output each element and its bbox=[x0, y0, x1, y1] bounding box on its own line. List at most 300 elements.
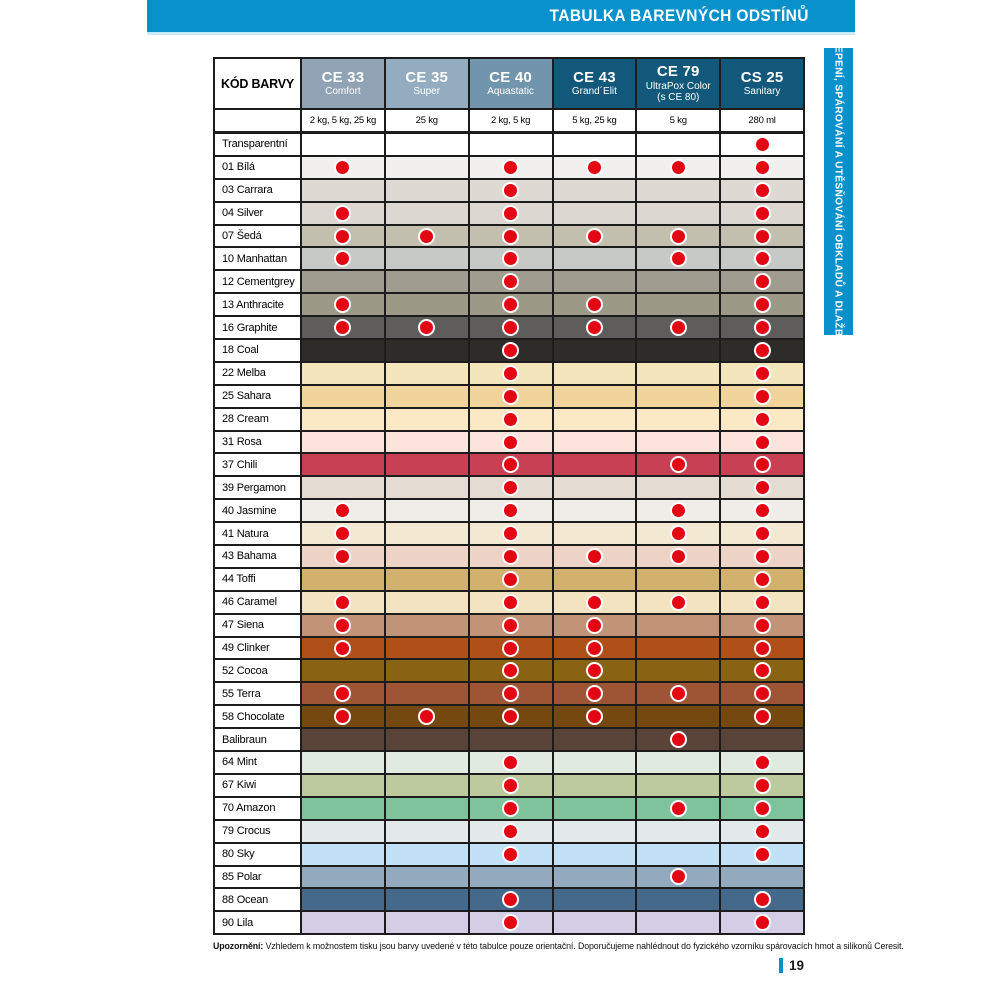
availability-dot bbox=[502, 319, 519, 336]
color-swatch-cell bbox=[554, 729, 638, 752]
color-swatch-cell bbox=[637, 203, 721, 226]
color-swatch-cell bbox=[554, 294, 638, 317]
color-swatch-cell bbox=[721, 683, 805, 706]
color-swatch-cell bbox=[302, 317, 386, 340]
color-label: 03 Carrara bbox=[215, 180, 302, 203]
table-row bbox=[215, 226, 805, 249]
availability-dot bbox=[754, 640, 771, 657]
color-swatch-cell bbox=[470, 569, 554, 592]
color-swatch-cell bbox=[470, 500, 554, 523]
color-swatch-cell bbox=[470, 409, 554, 432]
color-swatch-cell bbox=[470, 157, 554, 180]
color-swatch-cell bbox=[386, 477, 470, 500]
table-body bbox=[215, 134, 805, 935]
availability-dot bbox=[586, 548, 603, 565]
color-label: 39 Pergamon bbox=[215, 477, 302, 500]
table-row bbox=[215, 363, 805, 386]
color-swatch-cell bbox=[637, 729, 721, 752]
color-swatch-cell bbox=[386, 248, 470, 271]
color-swatch-cell bbox=[721, 157, 805, 180]
color-swatch-cell bbox=[554, 271, 638, 294]
color-swatch-cell bbox=[554, 523, 638, 546]
color-swatch-cell bbox=[302, 706, 386, 729]
color-label: 10 Manhattan bbox=[215, 248, 302, 271]
color-swatch-cell bbox=[721, 363, 805, 386]
availability-dot bbox=[754, 136, 771, 153]
color-swatch-cell bbox=[637, 592, 721, 615]
color-swatch-cell bbox=[721, 592, 805, 615]
color-swatch-cell bbox=[386, 432, 470, 455]
color-swatch-cell bbox=[721, 546, 805, 569]
color-swatch-cell bbox=[554, 157, 638, 180]
color-swatch-cell bbox=[554, 546, 638, 569]
availability-dot bbox=[670, 548, 687, 565]
availability-dot bbox=[586, 708, 603, 725]
availability-dot bbox=[502, 548, 519, 565]
availability-dot bbox=[670, 502, 687, 519]
color-swatch-cell bbox=[637, 798, 721, 821]
color-swatch-cell bbox=[554, 363, 638, 386]
color-swatch-cell bbox=[470, 523, 554, 546]
color-swatch-cell bbox=[386, 638, 470, 661]
page-number: 19 bbox=[789, 958, 805, 973]
package-sizes: 2 kg, 5 kg bbox=[470, 110, 554, 134]
table-row bbox=[215, 340, 805, 363]
color-swatch-cell bbox=[637, 615, 721, 638]
table-row bbox=[215, 203, 805, 226]
availability-dot bbox=[502, 640, 519, 657]
color-label: 41 Natura bbox=[215, 523, 302, 546]
product-header-ce-33 bbox=[302, 59, 386, 110]
color-swatch-cell bbox=[470, 271, 554, 294]
table-row bbox=[215, 592, 805, 615]
color-swatch-cell bbox=[302, 660, 386, 683]
table-row bbox=[215, 798, 805, 821]
color-swatch-cell bbox=[637, 706, 721, 729]
color-swatch-cell bbox=[554, 752, 638, 775]
color-swatch-cell bbox=[637, 867, 721, 890]
color-swatch-cell bbox=[721, 775, 805, 798]
color-swatch-cell bbox=[386, 912, 470, 935]
availability-dot bbox=[334, 594, 351, 611]
availability-dot bbox=[502, 754, 519, 771]
code-column-header: KÓD BARVY bbox=[215, 59, 302, 110]
availability-dot bbox=[754, 250, 771, 267]
availability-dot bbox=[502, 685, 519, 702]
table-row bbox=[215, 454, 805, 477]
color-swatch-cell bbox=[554, 889, 638, 912]
color-swatch-cell bbox=[386, 821, 470, 844]
table-row bbox=[215, 638, 805, 661]
availability-dot bbox=[502, 891, 519, 908]
color-swatch-cell bbox=[470, 546, 554, 569]
color-swatch-cell bbox=[721, 638, 805, 661]
availability-dot bbox=[502, 800, 519, 817]
color-swatch-cell bbox=[721, 317, 805, 340]
color-swatch-cell bbox=[386, 683, 470, 706]
availability-dot bbox=[670, 159, 687, 176]
availability-dot bbox=[502, 273, 519, 290]
color-swatch-cell bbox=[302, 592, 386, 615]
availability-dot bbox=[502, 205, 519, 222]
color-swatch-cell bbox=[554, 844, 638, 867]
color-swatch-cell bbox=[302, 409, 386, 432]
availability-dot bbox=[502, 571, 519, 588]
table-row bbox=[215, 500, 805, 523]
color-swatch-cell bbox=[302, 271, 386, 294]
color-swatch-cell bbox=[721, 454, 805, 477]
color-swatch-cell bbox=[470, 203, 554, 226]
availability-dot bbox=[670, 868, 687, 885]
page-number-accent-bar bbox=[779, 958, 783, 973]
availability-dot bbox=[502, 365, 519, 382]
availability-dot bbox=[754, 273, 771, 290]
color-label: 90 Lila bbox=[215, 912, 302, 935]
availability-dot bbox=[754, 914, 771, 931]
color-swatch-cell bbox=[554, 248, 638, 271]
color-swatch-cell bbox=[554, 569, 638, 592]
color-label: 22 Melba bbox=[215, 363, 302, 386]
availability-dot bbox=[754, 296, 771, 313]
product-name: Comfort bbox=[325, 86, 361, 98]
table-row bbox=[215, 569, 805, 592]
product-header-ce-43 bbox=[554, 59, 638, 110]
color-swatch-cell bbox=[470, 660, 554, 683]
color-swatch-cell bbox=[302, 454, 386, 477]
availability-dot bbox=[754, 182, 771, 199]
color-swatch-cell bbox=[554, 317, 638, 340]
chapter-side-tab-label: LEPENÍ, SPÁROVÁNÍ A UTĚSŇOVÁNÍ OBKLADŮ A DLAŽBY bbox=[832, 39, 845, 344]
table-header-row bbox=[215, 59, 805, 110]
availability-dot bbox=[670, 685, 687, 702]
availability-dot bbox=[334, 228, 351, 245]
color-swatch-cell bbox=[637, 386, 721, 409]
table-row bbox=[215, 844, 805, 867]
availability-dot bbox=[754, 502, 771, 519]
color-swatch-cell bbox=[302, 775, 386, 798]
page-header-bar bbox=[147, 0, 855, 35]
availability-dot bbox=[754, 685, 771, 702]
availability-dot bbox=[334, 502, 351, 519]
table-row bbox=[215, 889, 805, 912]
color-swatch-cell bbox=[386, 775, 470, 798]
color-swatch-cell bbox=[637, 363, 721, 386]
availability-dot bbox=[754, 548, 771, 565]
color-swatch-cell bbox=[554, 500, 638, 523]
color-swatch-cell bbox=[721, 798, 805, 821]
availability-dot bbox=[754, 525, 771, 542]
color-swatch-cell bbox=[470, 386, 554, 409]
color-swatch-cell bbox=[470, 844, 554, 867]
color-swatch-cell bbox=[470, 294, 554, 317]
availability-dot bbox=[502, 777, 519, 794]
color-label: Transparentní bbox=[215, 134, 302, 157]
color-swatch-cell bbox=[470, 454, 554, 477]
color-swatch-cell bbox=[721, 912, 805, 935]
product-name: Grand´Elit bbox=[571, 86, 617, 98]
color-swatch-cell bbox=[470, 889, 554, 912]
table-row bbox=[215, 409, 805, 432]
product-code: CE 35 bbox=[405, 69, 449, 87]
availability-dot bbox=[334, 250, 351, 267]
color-label: 13 Anthracite bbox=[215, 294, 302, 317]
product-header-ce-35 bbox=[386, 59, 470, 110]
color-swatch-cell bbox=[470, 821, 554, 844]
color-swatch-cell bbox=[386, 409, 470, 432]
color-swatch-cell bbox=[637, 775, 721, 798]
color-swatch-cell bbox=[721, 660, 805, 683]
color-swatch-cell bbox=[721, 844, 805, 867]
color-label: 70 Amazon bbox=[215, 798, 302, 821]
color-swatch-cell bbox=[721, 432, 805, 455]
color-swatch-cell bbox=[637, 180, 721, 203]
color-swatch-cell bbox=[470, 226, 554, 249]
color-swatch-cell bbox=[554, 454, 638, 477]
package-sizes: 280 ml bbox=[721, 110, 805, 134]
table-row bbox=[215, 294, 805, 317]
color-swatch-cell bbox=[302, 569, 386, 592]
availability-dot bbox=[586, 319, 603, 336]
table-row bbox=[215, 867, 805, 890]
color-swatch-cell bbox=[637, 226, 721, 249]
color-swatch-cell bbox=[386, 844, 470, 867]
color-swatch-cell bbox=[386, 889, 470, 912]
color-swatch-cell bbox=[470, 775, 554, 798]
availability-dot bbox=[502, 662, 519, 679]
availability-dot bbox=[502, 823, 519, 840]
color-swatch-cell bbox=[386, 294, 470, 317]
availability-dot bbox=[502, 342, 519, 359]
color-swatch-cell bbox=[554, 683, 638, 706]
color-swatch-cell bbox=[302, 294, 386, 317]
availability-dot bbox=[502, 708, 519, 725]
table-row bbox=[215, 706, 805, 729]
color-swatch-cell bbox=[637, 569, 721, 592]
color-swatch-cell bbox=[302, 729, 386, 752]
color-swatch-cell bbox=[637, 432, 721, 455]
color-swatch-cell bbox=[386, 660, 470, 683]
availability-dot bbox=[670, 250, 687, 267]
color-swatch-cell bbox=[302, 363, 386, 386]
availability-dot bbox=[670, 731, 687, 748]
color-swatch-cell bbox=[302, 798, 386, 821]
color-label: 58 Chocolate bbox=[215, 706, 302, 729]
availability-dot bbox=[418, 228, 435, 245]
color-swatch-cell bbox=[554, 386, 638, 409]
availability-dot bbox=[754, 891, 771, 908]
color-swatch-cell bbox=[721, 615, 805, 638]
table-row bbox=[215, 432, 805, 455]
availability-dot bbox=[754, 708, 771, 725]
color-swatch-cell bbox=[470, 477, 554, 500]
table-row bbox=[215, 523, 805, 546]
color-swatch-cell bbox=[302, 615, 386, 638]
color-swatch-cell bbox=[554, 409, 638, 432]
availability-dot bbox=[502, 411, 519, 428]
color-swatch-cell bbox=[721, 523, 805, 546]
color-swatch-cell bbox=[637, 294, 721, 317]
color-swatch-cell bbox=[386, 157, 470, 180]
availability-dot bbox=[754, 319, 771, 336]
color-label: 37 Chili bbox=[215, 454, 302, 477]
color-swatch-cell bbox=[637, 660, 721, 683]
availability-dot bbox=[502, 434, 519, 451]
color-swatch-cell bbox=[302, 867, 386, 890]
color-swatch-cell bbox=[302, 523, 386, 546]
color-swatch-cell bbox=[637, 409, 721, 432]
color-swatch-cell bbox=[386, 729, 470, 752]
color-swatch-cell bbox=[470, 180, 554, 203]
availability-dot bbox=[754, 456, 771, 473]
availability-dot bbox=[502, 525, 519, 542]
availability-dot bbox=[754, 342, 771, 359]
availability-dot bbox=[502, 250, 519, 267]
color-swatch-cell bbox=[554, 867, 638, 890]
color-swatch-cell bbox=[637, 546, 721, 569]
availability-dot bbox=[334, 159, 351, 176]
color-swatch-cell bbox=[386, 546, 470, 569]
availability-dot bbox=[418, 708, 435, 725]
color-swatch-cell bbox=[386, 523, 470, 546]
package-sizes: 25 kg bbox=[386, 110, 470, 134]
availability-dot bbox=[502, 502, 519, 519]
color-swatch-cell bbox=[386, 500, 470, 523]
color-label: 85 Polar bbox=[215, 867, 302, 890]
product-name: UltraPox Color bbox=[645, 80, 711, 92]
availability-dot bbox=[334, 296, 351, 313]
color-swatch-cell bbox=[386, 615, 470, 638]
table-row bbox=[215, 180, 805, 203]
color-swatch-cell bbox=[386, 867, 470, 890]
color-swatch-cell bbox=[554, 775, 638, 798]
color-shades-table bbox=[213, 57, 805, 935]
color-label: Balibraun bbox=[215, 729, 302, 752]
chapter-side-tab bbox=[824, 39, 853, 344]
color-swatch-cell bbox=[302, 477, 386, 500]
availability-dot bbox=[334, 548, 351, 565]
color-swatch-cell bbox=[470, 867, 554, 890]
table-row bbox=[215, 683, 805, 706]
availability-dot bbox=[334, 685, 351, 702]
availability-dot bbox=[502, 617, 519, 634]
product-code: CS 25 bbox=[740, 69, 784, 87]
color-swatch-cell bbox=[302, 134, 386, 157]
color-swatch-cell bbox=[637, 454, 721, 477]
color-swatch-cell bbox=[721, 477, 805, 500]
color-swatch-cell bbox=[470, 706, 554, 729]
color-swatch-cell bbox=[302, 844, 386, 867]
availability-dot bbox=[586, 617, 603, 634]
availability-dot bbox=[754, 388, 771, 405]
color-label: 55 Terra bbox=[215, 683, 302, 706]
color-swatch-cell bbox=[637, 889, 721, 912]
product-header-ce-40 bbox=[470, 59, 554, 110]
product-code: CE 79 bbox=[656, 63, 700, 81]
availability-dot bbox=[334, 640, 351, 657]
page-title: TABULKA BAREVNÝCH ODSTÍNŮ bbox=[549, 6, 809, 25]
color-swatch-cell bbox=[637, 523, 721, 546]
availability-dot bbox=[502, 159, 519, 176]
color-swatch-cell bbox=[386, 226, 470, 249]
color-swatch-cell bbox=[637, 248, 721, 271]
availability-dot bbox=[670, 319, 687, 336]
color-swatch-cell bbox=[302, 203, 386, 226]
availability-dot bbox=[502, 182, 519, 199]
product-code: CE 33 bbox=[321, 69, 365, 87]
color-swatch-cell bbox=[554, 432, 638, 455]
color-label: 43 Bahama bbox=[215, 546, 302, 569]
color-swatch-cell bbox=[302, 248, 386, 271]
color-swatch-cell bbox=[470, 363, 554, 386]
color-swatch-cell bbox=[554, 638, 638, 661]
color-swatch-cell bbox=[721, 821, 805, 844]
availability-dot bbox=[334, 617, 351, 634]
color-label: 88 Ocean bbox=[215, 889, 302, 912]
color-swatch-cell bbox=[302, 340, 386, 363]
color-label: 44 Toffi bbox=[215, 569, 302, 592]
product-header-ce-79 bbox=[637, 59, 721, 110]
table-row bbox=[215, 615, 805, 638]
color-swatch-cell bbox=[470, 134, 554, 157]
availability-dot bbox=[586, 640, 603, 657]
availability-dot bbox=[334, 525, 351, 542]
footnote-text: Vzhledem k možnostem tisku jsou barvy uvedené v této tabulce pouze orientační. Doporučujeme nahlédnout do fyzického vzorníku spárovacích hmot a silikonů Ceresit. bbox=[263, 941, 904, 951]
color-swatch-cell bbox=[637, 752, 721, 775]
color-swatch-cell bbox=[721, 294, 805, 317]
table-row bbox=[215, 134, 805, 157]
color-swatch-cell bbox=[721, 752, 805, 775]
color-swatch-cell bbox=[470, 317, 554, 340]
color-swatch-cell bbox=[721, 729, 805, 752]
package-sizes: 5 kg bbox=[637, 110, 721, 134]
color-swatch-cell bbox=[554, 226, 638, 249]
color-swatch-cell bbox=[554, 615, 638, 638]
table-row bbox=[215, 271, 805, 294]
color-label: 67 Kiwi bbox=[215, 775, 302, 798]
color-label: 46 Caramel bbox=[215, 592, 302, 615]
product-name: Sanitary bbox=[743, 86, 781, 98]
color-swatch-cell bbox=[637, 821, 721, 844]
color-swatch-cell bbox=[721, 386, 805, 409]
color-swatch-cell bbox=[637, 340, 721, 363]
product-code: CE 43 bbox=[573, 69, 616, 87]
color-swatch-cell bbox=[721, 180, 805, 203]
color-swatch-cell bbox=[554, 203, 638, 226]
availability-dot bbox=[334, 708, 351, 725]
color-label: 49 Clinker bbox=[215, 638, 302, 661]
color-swatch-cell bbox=[637, 500, 721, 523]
color-swatch-cell bbox=[721, 271, 805, 294]
color-swatch-cell bbox=[637, 317, 721, 340]
availability-dot bbox=[502, 914, 519, 931]
color-label: 79 Crocus bbox=[215, 821, 302, 844]
color-label: 80 Sky bbox=[215, 844, 302, 867]
color-swatch-cell bbox=[554, 912, 638, 935]
package-sizes: 5 kg, 25 kg bbox=[554, 110, 638, 134]
table-row bbox=[215, 477, 805, 500]
availability-dot bbox=[502, 388, 519, 405]
availability-dot bbox=[586, 594, 603, 611]
package-sizes: 2 kg, 5 kg, 25 kg bbox=[302, 110, 386, 134]
availability-dot bbox=[502, 456, 519, 473]
color-label: 04 Silver bbox=[215, 203, 302, 226]
color-swatch-cell bbox=[721, 500, 805, 523]
color-swatch-cell bbox=[470, 798, 554, 821]
color-label: 52 Cocoa bbox=[215, 660, 302, 683]
availability-dot bbox=[754, 205, 771, 222]
color-swatch-cell bbox=[470, 912, 554, 935]
availability-dot bbox=[754, 228, 771, 245]
